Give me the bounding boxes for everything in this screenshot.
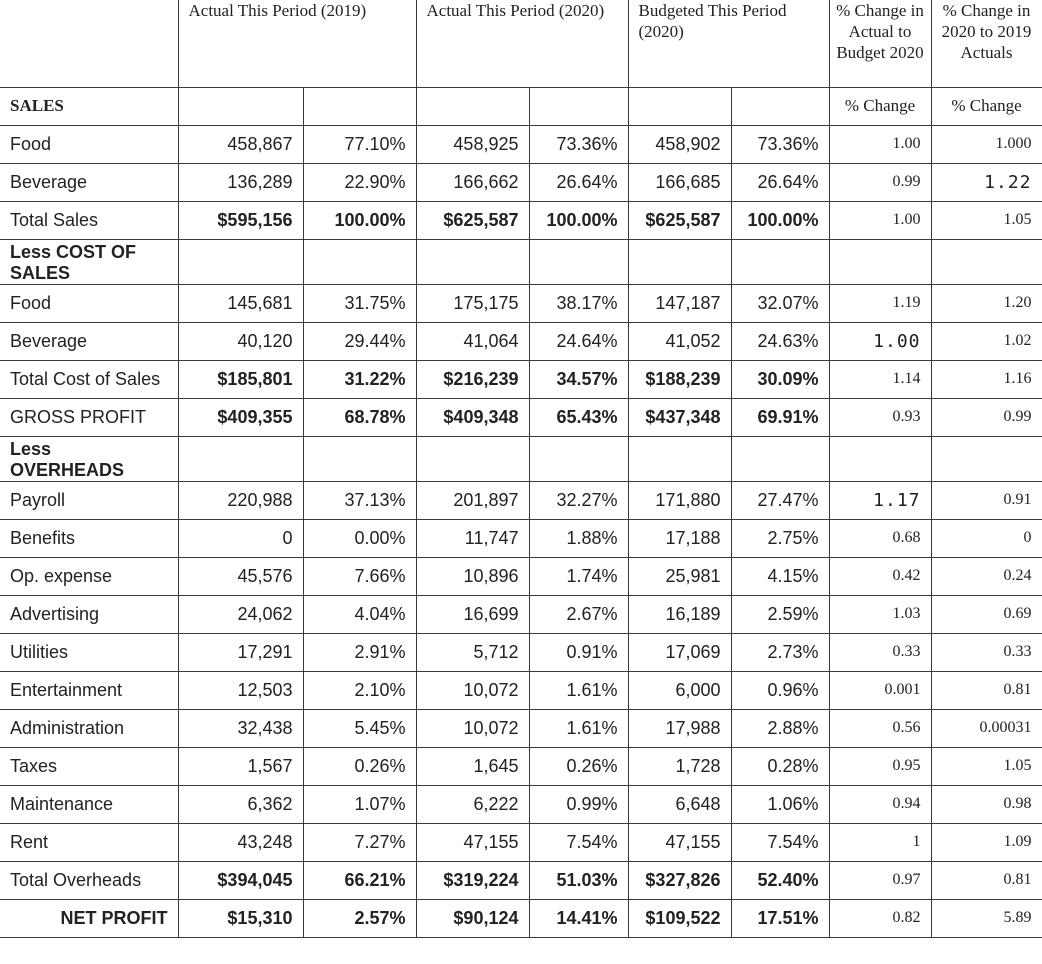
- table-row-taxes: [0, 747, 1042, 785]
- row-label: Op. expense: [0, 557, 178, 595]
- actual-2019-value: $185,801: [178, 360, 303, 398]
- actual-2020-percent: 34.57%: [529, 360, 628, 398]
- budget-2020-percent: 73.36%: [731, 125, 829, 163]
- budget-2020-percent: 100.00%: [731, 201, 829, 239]
- budget-2020-percent: 0.96%: [731, 671, 829, 709]
- table-row-payroll: [0, 481, 1042, 519]
- change-vs-2019: 0.98: [931, 785, 1042, 823]
- actual-2020-percent: 2.67%: [529, 595, 628, 633]
- change-vs-2019: 0.99: [931, 398, 1042, 436]
- budget-2020-value: 17,988: [628, 709, 731, 747]
- actual-2019-value: 12,503: [178, 671, 303, 709]
- section-sales-row: [0, 87, 1042, 125]
- actual-2020-percent: 1.61%: [529, 709, 628, 747]
- actual-2020-value: 10,896: [416, 557, 529, 595]
- empty-cell: [628, 239, 731, 284]
- change-vs-2019: 1.05: [931, 747, 1042, 785]
- empty-cell: [731, 239, 829, 284]
- actual-2020-value: $319,224: [416, 861, 529, 899]
- budget-2020-percent: 0.28%: [731, 747, 829, 785]
- empty-cell: [416, 87, 529, 125]
- change-vs-budget: 0.68: [829, 519, 931, 557]
- budget-2020-value: 17,069: [628, 633, 731, 671]
- actual-2020-value: 11,747: [416, 519, 529, 557]
- table-row-administration: [0, 709, 1042, 747]
- actual-2020-percent: 14.41%: [529, 899, 628, 937]
- budget-2020-percent: 17.51%: [731, 899, 829, 937]
- budget-2020-value: 6,648: [628, 785, 731, 823]
- table-row-cost-food: [0, 284, 1042, 322]
- actual-2019-percent: 100.00%: [303, 201, 416, 239]
- actual-2020-value: $409,348: [416, 398, 529, 436]
- row-label: Utilities: [0, 633, 178, 671]
- actual-2020-percent: 73.36%: [529, 125, 628, 163]
- actual-2019-percent: 66.21%: [303, 861, 416, 899]
- actual-2019-percent: 2.57%: [303, 899, 416, 937]
- actual-2019-value: $595,156: [178, 201, 303, 239]
- actual-2019-percent: 31.22%: [303, 360, 416, 398]
- change-vs-2019: 0.81: [931, 671, 1042, 709]
- row-label: Rent: [0, 823, 178, 861]
- row-label: NET PROFIT: [0, 899, 178, 937]
- row-label: GROSS PROFIT: [0, 398, 178, 436]
- actual-2020-value: 201,897: [416, 481, 529, 519]
- change-vs-2019: 1.20: [931, 284, 1042, 322]
- empty-cell: [416, 239, 529, 284]
- actual-2020-value: 5,712: [416, 633, 529, 671]
- actual-2020-value: 10,072: [416, 671, 529, 709]
- budget-2020-value: $109,522: [628, 899, 731, 937]
- actual-2020-percent: 32.27%: [529, 481, 628, 519]
- change-vs-budget: 0.33: [829, 633, 931, 671]
- budget-2020-value: $188,239: [628, 360, 731, 398]
- budget-2020-percent: 30.09%: [731, 360, 829, 398]
- empty-cell: [628, 87, 731, 125]
- actual-2020-value: 47,155: [416, 823, 529, 861]
- row-label: Taxes: [0, 747, 178, 785]
- empty-cell: [416, 436, 529, 481]
- budget-2020-value: 47,155: [628, 823, 731, 861]
- budget-2020-value: 17,188: [628, 519, 731, 557]
- change-vs-2019: 1.16: [931, 360, 1042, 398]
- actual-2019-value: 1,567: [178, 747, 303, 785]
- change-vs-2019: 0.33: [931, 633, 1042, 671]
- budget-2020-percent: 2.59%: [731, 595, 829, 633]
- actual-2019-percent: 77.10%: [303, 125, 416, 163]
- row-label: Payroll: [0, 481, 178, 519]
- budget-2020-percent: 27.47%: [731, 481, 829, 519]
- actual-2019-value: 40,120: [178, 322, 303, 360]
- budget-2020-percent: 32.07%: [731, 284, 829, 322]
- budget-2020-value: 41,052: [628, 322, 731, 360]
- budget-2020-value: $625,587: [628, 201, 731, 239]
- budget-2020-percent: 2.73%: [731, 633, 829, 671]
- actual-2019-value: 220,988: [178, 481, 303, 519]
- actual-2020-percent: 100.00%: [529, 201, 628, 239]
- actual-2019-percent: 2.10%: [303, 671, 416, 709]
- header-budget-2020: Budgeted This Period (2020): [628, 0, 829, 87]
- change-vs-budget: 0.56: [829, 709, 931, 747]
- empty-cell: [529, 239, 628, 284]
- actual-2020-value: 458,925: [416, 125, 529, 163]
- actual-2019-value: $409,355: [178, 398, 303, 436]
- change-vs-2019: 0.91: [931, 481, 1042, 519]
- actual-2020-percent: 51.03%: [529, 861, 628, 899]
- budget-2020-percent: 2.88%: [731, 709, 829, 747]
- change-vs-2019: 1.09: [931, 823, 1042, 861]
- actual-2019-value: $394,045: [178, 861, 303, 899]
- row-label: Food: [0, 125, 178, 163]
- budget-2020-percent: 4.15%: [731, 557, 829, 595]
- change-vs-budget: 1.00: [829, 201, 931, 239]
- actual-2019-percent: 68.78%: [303, 398, 416, 436]
- budget-2020-value: 1,728: [628, 747, 731, 785]
- actual-2019-percent: 7.27%: [303, 823, 416, 861]
- empty-cell: [303, 87, 416, 125]
- actual-2019-percent: 1.07%: [303, 785, 416, 823]
- change-vs-budget: 0.001: [829, 671, 931, 709]
- section-label-sales: SALES: [0, 87, 178, 125]
- table-row-cost-beverage: [0, 322, 1042, 360]
- table-row-utilities: [0, 633, 1042, 671]
- row-label: Benefits: [0, 519, 178, 557]
- actual-2020-value: $625,587: [416, 201, 529, 239]
- table-row-total-cost-of-sales: [0, 360, 1042, 398]
- row-label: Maintenance: [0, 785, 178, 823]
- subheader-pct-change-2019: % Change: [931, 87, 1042, 125]
- actual-2019-percent: 0.00%: [303, 519, 416, 557]
- actual-2020-percent: 1.88%: [529, 519, 628, 557]
- actual-2020-value: 166,662: [416, 163, 529, 201]
- table-row-rent: [0, 823, 1042, 861]
- budget-2020-value: 6,000: [628, 671, 731, 709]
- table-row-maintenance: [0, 785, 1042, 823]
- change-vs-budget: 0.42: [829, 557, 931, 595]
- actual-2020-percent: 26.64%: [529, 163, 628, 201]
- budget-2020-value: 25,981: [628, 557, 731, 595]
- budget-2020-value: 458,902: [628, 125, 731, 163]
- section-cost-of-sales-row: [0, 239, 1042, 284]
- actual-2020-percent: 0.91%: [529, 633, 628, 671]
- table-row-entertainment: [0, 671, 1042, 709]
- actual-2019-percent: 22.90%: [303, 163, 416, 201]
- empty-cell: [931, 239, 1042, 284]
- header-pct-change-budget: % Change in Actual to Budget 2020: [829, 0, 931, 87]
- table-row-sales-food: [0, 125, 1042, 163]
- empty-cell: [178, 436, 303, 481]
- table-row-net-profit: [0, 899, 1042, 937]
- actual-2019-percent: 7.66%: [303, 557, 416, 595]
- budget-2020-value: $327,826: [628, 861, 731, 899]
- actual-2020-percent: 0.99%: [529, 785, 628, 823]
- budget-2020-value: 166,685: [628, 163, 731, 201]
- actual-2019-value: 0: [178, 519, 303, 557]
- table-row-benefits: [0, 519, 1042, 557]
- empty-cell: [829, 436, 931, 481]
- actual-2020-percent: 0.26%: [529, 747, 628, 785]
- actual-2019-percent: 5.45%: [303, 709, 416, 747]
- table-row-gross-profit: [0, 398, 1042, 436]
- table-row-sales-beverage: [0, 163, 1042, 201]
- change-vs-2019: 0.00031: [931, 709, 1042, 747]
- actual-2020-percent: 24.64%: [529, 322, 628, 360]
- change-vs-budget: 0.97: [829, 861, 931, 899]
- column-header-row: [0, 0, 1042, 87]
- actual-2020-value: 6,222: [416, 785, 529, 823]
- actual-2020-percent: 1.74%: [529, 557, 628, 595]
- change-vs-budget: 1.00: [829, 322, 931, 360]
- actual-2020-percent: 7.54%: [529, 823, 628, 861]
- change-vs-budget: 1.14: [829, 360, 931, 398]
- actual-2019-percent: 2.91%: [303, 633, 416, 671]
- change-vs-2019: 1.000: [931, 125, 1042, 163]
- section-label-cost-of-sales: Less COST OF SALES: [0, 239, 178, 284]
- budget-2020-value: 147,187: [628, 284, 731, 322]
- change-vs-2019: 0: [931, 519, 1042, 557]
- actual-2019-value: 32,438: [178, 709, 303, 747]
- actual-2019-percent: 37.13%: [303, 481, 416, 519]
- change-vs-budget: 0.95: [829, 747, 931, 785]
- budget-2020-percent: 2.75%: [731, 519, 829, 557]
- actual-2019-value: 136,289: [178, 163, 303, 201]
- change-vs-2019: 0.24: [931, 557, 1042, 595]
- row-label: Administration: [0, 709, 178, 747]
- budget-2020-percent: 69.91%: [731, 398, 829, 436]
- actual-2019-value: 458,867: [178, 125, 303, 163]
- change-vs-budget: 1.19: [829, 284, 931, 322]
- empty-cell: [303, 239, 416, 284]
- budget-2020-percent: 24.63%: [731, 322, 829, 360]
- empty-cell: [178, 87, 303, 125]
- change-vs-budget: 0.93: [829, 398, 931, 436]
- actual-2019-value: 145,681: [178, 284, 303, 322]
- actual-2020-value: 1,645: [416, 747, 529, 785]
- change-vs-2019: 1.22: [931, 163, 1042, 201]
- actual-2020-percent: 38.17%: [529, 284, 628, 322]
- row-label: Total Overheads: [0, 861, 178, 899]
- change-vs-2019: 5.89: [931, 899, 1042, 937]
- subheader-pct-change-budget: % Change: [829, 87, 931, 125]
- budget-2020-value: $437,348: [628, 398, 731, 436]
- budget-2020-value: 16,189: [628, 595, 731, 633]
- actual-2020-value: $216,239: [416, 360, 529, 398]
- empty-cell: [178, 239, 303, 284]
- actual-2019-value: 17,291: [178, 633, 303, 671]
- change-vs-budget: 1.00: [829, 125, 931, 163]
- empty-cell: [829, 239, 931, 284]
- empty-cell: [731, 436, 829, 481]
- actual-2019-value: 24,062: [178, 595, 303, 633]
- change-vs-2019: 0.81: [931, 861, 1042, 899]
- change-vs-2019: 1.05: [931, 201, 1042, 239]
- header-pct-change-2019: % Change in 2020 to 2019 Actuals: [931, 0, 1042, 87]
- header-actual-2020: Actual This Period (2020): [416, 0, 628, 87]
- actual-2020-value: 10,072: [416, 709, 529, 747]
- empty-cell: [931, 436, 1042, 481]
- change-vs-2019: 0.69: [931, 595, 1042, 633]
- change-vs-budget: 0.99: [829, 163, 931, 201]
- change-vs-budget: 1: [829, 823, 931, 861]
- actual-2019-value: 6,362: [178, 785, 303, 823]
- actual-2020-percent: 65.43%: [529, 398, 628, 436]
- change-vs-budget: 0.94: [829, 785, 931, 823]
- empty-cell: [529, 87, 628, 125]
- actual-2020-value: 175,175: [416, 284, 529, 322]
- budget-2020-value: 171,880: [628, 481, 731, 519]
- actual-2019-value: 43,248: [178, 823, 303, 861]
- change-vs-budget: 0.82: [829, 899, 931, 937]
- section-label-overheads: Less OVERHEADS: [0, 436, 178, 481]
- row-label: Total Cost of Sales: [0, 360, 178, 398]
- change-vs-budget: 1.17: [829, 481, 931, 519]
- empty-cell: [303, 436, 416, 481]
- empty-cell: [731, 87, 829, 125]
- table-row-total-overheads: [0, 861, 1042, 899]
- row-label: Beverage: [0, 322, 178, 360]
- row-label: Entertainment: [0, 671, 178, 709]
- header-corner-cell: [0, 0, 178, 87]
- section-overheads-row: [0, 436, 1042, 481]
- table-row-op-expense: [0, 557, 1042, 595]
- table-row-advertising: [0, 595, 1042, 633]
- row-label: Food: [0, 284, 178, 322]
- empty-cell: [529, 436, 628, 481]
- budget-2020-percent: 7.54%: [731, 823, 829, 861]
- actual-2020-percent: 1.61%: [529, 671, 628, 709]
- row-label: Total Sales: [0, 201, 178, 239]
- empty-cell: [628, 436, 731, 481]
- actual-2020-value: 16,699: [416, 595, 529, 633]
- actual-2019-value: $15,310: [178, 899, 303, 937]
- actual-2019-value: 45,576: [178, 557, 303, 595]
- budget-2020-percent: 52.40%: [731, 861, 829, 899]
- table-row-total-sales: [0, 201, 1042, 239]
- actual-2019-percent: 31.75%: [303, 284, 416, 322]
- actual-2020-value: 41,064: [416, 322, 529, 360]
- row-label: Beverage: [0, 163, 178, 201]
- actual-2020-value: $90,124: [416, 899, 529, 937]
- budget-2020-percent: 1.06%: [731, 785, 829, 823]
- actual-2019-percent: 29.44%: [303, 322, 416, 360]
- change-vs-2019: 1.02: [931, 322, 1042, 360]
- change-vs-budget: 1.03: [829, 595, 931, 633]
- budget-2020-percent: 26.64%: [731, 163, 829, 201]
- header-actual-2019: Actual This Period (2019): [178, 0, 416, 87]
- row-label: Advertising: [0, 595, 178, 633]
- actual-2019-percent: 0.26%: [303, 747, 416, 785]
- actual-2019-percent: 4.04%: [303, 595, 416, 633]
